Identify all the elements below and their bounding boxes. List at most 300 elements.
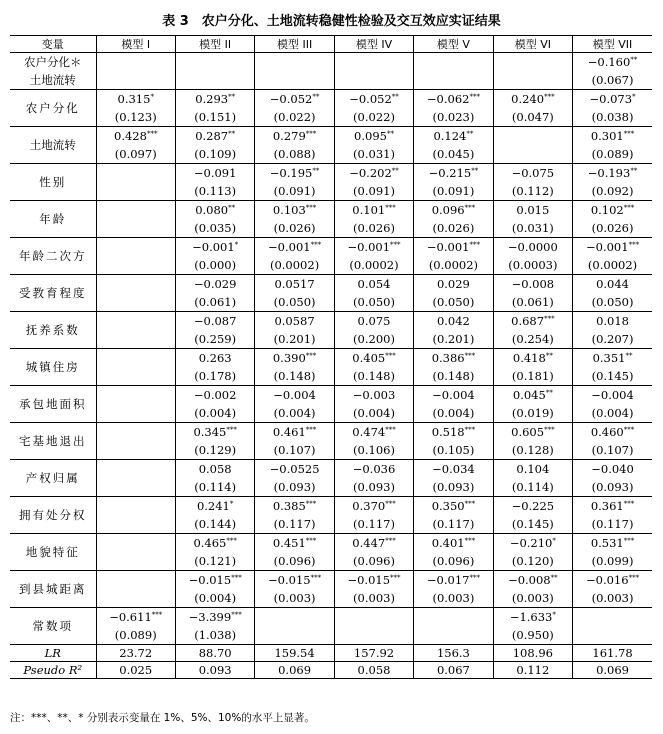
table-row: [10, 534, 652, 553]
std-error-cell: (0.038): [573, 108, 652, 127]
std-error-cell: (0.067): [573, 71, 652, 90]
coefficient-cell: 0.461***: [255, 423, 334, 442]
coefficient-cell: 0.351**: [573, 349, 652, 368]
table-row: [10, 127, 652, 146]
std-error-cell: (0.117): [414, 515, 493, 534]
std-error-cell: (0.026): [573, 219, 652, 238]
coefficient-cell: −0.225: [493, 497, 572, 516]
stat-cell: 159.54: [255, 645, 334, 662]
std-error-cell: (0.201): [414, 330, 493, 349]
coefficient-cell: [96, 312, 175, 331]
std-error-cell: (0.000): [175, 256, 254, 275]
std-error-cell: (0.096): [334, 552, 413, 571]
stat-row: [10, 662, 652, 679]
std-error-cell: [96, 71, 175, 90]
coefficient-cell: −0.002: [175, 386, 254, 405]
std-error-cell: [175, 71, 254, 90]
table-row-se: [10, 293, 652, 312]
std-error-cell: (0.178): [175, 367, 254, 386]
coefficient-cell: −0.001*: [175, 238, 254, 257]
std-error-cell: (0.128): [493, 441, 572, 460]
std-error-cell: (0.093): [573, 478, 652, 497]
std-error-cell: (0.004): [175, 589, 254, 608]
std-error-cell: [414, 71, 493, 90]
table-body: [10, 53, 652, 679]
std-error-cell: [493, 71, 572, 90]
std-error-cell: (0.097): [96, 145, 175, 164]
std-error-cell: (0.114): [175, 478, 254, 497]
coefficient-cell: 0.605***: [493, 423, 572, 442]
header-model-5: 模型 V: [414, 36, 493, 53]
coefficient-cell: [96, 386, 175, 405]
stat-cell: 108.96: [493, 645, 572, 662]
coefficient-cell: 0.279***: [255, 127, 334, 146]
table-row: [10, 201, 652, 220]
stat-cell: 0.025: [96, 662, 175, 679]
std-error-cell: (0.950): [493, 626, 572, 645]
std-error-cell: [96, 367, 175, 386]
coefficient-cell: −0.004: [255, 386, 334, 405]
std-error-cell: (0.148): [334, 367, 413, 386]
coefficient-cell: −0.611***: [96, 608, 175, 627]
std-error-cell: (0.148): [255, 367, 334, 386]
coefficient-cell: −0.036: [334, 460, 413, 479]
coefficient-cell: [96, 201, 175, 220]
std-error-cell: (0.089): [96, 626, 175, 645]
std-error-cell: [414, 626, 493, 645]
std-error-cell: (0.091): [255, 182, 334, 201]
coefficient-cell: −0.202**: [334, 164, 413, 183]
std-error-cell: (0.093): [414, 478, 493, 497]
header-model-7: 模型 VII: [573, 36, 652, 53]
coefficient-cell: −0.015***: [334, 571, 413, 590]
coefficient-cell: −0.062***: [414, 90, 493, 109]
table-row: [10, 349, 652, 368]
std-error-cell: [96, 478, 175, 497]
std-error-cell: (0.181): [493, 367, 572, 386]
coefficient-cell: −0.016***: [573, 571, 652, 590]
coefficient-cell: 0.531***: [573, 534, 652, 553]
stat-cell: 0.069: [255, 662, 334, 679]
coefficient-cell: 0.080**: [175, 201, 254, 220]
std-error-cell: (0.022): [255, 108, 334, 127]
coefficient-cell: 0.428***: [96, 127, 175, 146]
coefficient-cell: −1.633*: [493, 608, 572, 627]
coefficient-cell: −0.091: [175, 164, 254, 183]
coefficient-cell: 0.447***: [334, 534, 413, 553]
coefficient-cell: −0.215**: [414, 164, 493, 183]
table-row-se: [10, 515, 652, 534]
std-error-cell: (0.0002): [255, 256, 334, 275]
std-error-cell: (0.093): [255, 478, 334, 497]
coefficient-cell: [96, 534, 175, 553]
std-error-cell: (0.050): [255, 293, 334, 312]
std-error-cell: (0.035): [175, 219, 254, 238]
std-error-cell: [96, 515, 175, 534]
std-error-cell: (0.050): [334, 293, 413, 312]
coefficient-cell: [96, 571, 175, 590]
coefficient-cell: [96, 423, 175, 442]
coefficient-cell: 0.058: [175, 460, 254, 479]
table-row: [10, 275, 652, 294]
coefficient-cell: 0.385***: [255, 497, 334, 516]
coefficient-cell: −3.399***: [175, 608, 254, 627]
row-label: 农户分化: [10, 90, 96, 127]
table-row-se: [10, 182, 652, 201]
coefficient-cell: [96, 349, 175, 368]
std-error-cell: [255, 71, 334, 90]
coefficient-cell: 0.287**: [175, 127, 254, 146]
stat-cell: 161.78: [573, 645, 652, 662]
coefficient-cell: 0.045**: [493, 386, 572, 405]
coefficient-cell: [96, 164, 175, 183]
coefficient-cell: −0.0000: [493, 238, 572, 257]
stat-row: [10, 645, 652, 662]
row-label: 到县城距离: [10, 571, 96, 608]
std-error-cell: (0.045): [414, 145, 493, 164]
std-error-cell: (0.026): [334, 219, 413, 238]
header-model-1: 模型 I: [96, 36, 175, 53]
coefficient-cell: 0.345***: [175, 423, 254, 442]
coefficient-cell: 0.103***: [255, 201, 334, 220]
std-error-cell: (0.023): [414, 108, 493, 127]
table-row-se: [10, 589, 652, 608]
results-table: [10, 35, 652, 679]
std-error-cell: (0.019): [493, 404, 572, 423]
header-model-3: 模型 III: [255, 36, 334, 53]
row-label: 宅基地退出: [10, 423, 96, 460]
table-row-se: [10, 256, 652, 275]
std-error-cell: [255, 626, 334, 645]
std-error-cell: (0.0002): [573, 256, 652, 275]
coefficient-cell: [96, 238, 175, 257]
std-error-cell: (0.031): [334, 145, 413, 164]
std-error-cell: (0.117): [334, 515, 413, 534]
row-label: 常数项: [10, 608, 96, 645]
stat-cell: 0.069: [573, 662, 652, 679]
std-error-cell: (0.144): [175, 515, 254, 534]
stat-cell: 0.112: [493, 662, 572, 679]
std-error-cell: [96, 589, 175, 608]
coefficient-cell: 0.293**: [175, 90, 254, 109]
std-error-cell: (0.107): [573, 441, 652, 460]
coefficient-cell: −0.040: [573, 460, 652, 479]
coefficient-cell: [175, 53, 254, 72]
coefficient-cell: [96, 497, 175, 516]
table-row-se: [10, 108, 652, 127]
std-error-cell: (0.091): [414, 182, 493, 201]
std-error-cell: [96, 182, 175, 201]
std-error-cell: (0.099): [573, 552, 652, 571]
coefficient-cell: 0.102***: [573, 201, 652, 220]
coefficient-cell: 0.0587: [255, 312, 334, 331]
row-label: 性别: [10, 164, 96, 201]
table-row: [10, 312, 652, 331]
std-error-cell: (0.026): [414, 219, 493, 238]
coefficient-cell: −0.001***: [255, 238, 334, 257]
row-label: 年龄二次方: [10, 238, 96, 275]
std-error-cell: [493, 145, 572, 164]
table-row: [10, 460, 652, 479]
std-error-cell: (0.004): [334, 404, 413, 423]
std-error-cell: (0.259): [175, 330, 254, 349]
table-header-row: [10, 36, 652, 53]
std-error-cell: (0.004): [573, 404, 652, 423]
header-model-2: 模型 II: [175, 36, 254, 53]
table-row: [10, 497, 652, 516]
std-error-cell: [96, 404, 175, 423]
std-error-cell: (0.201): [255, 330, 334, 349]
table-row: [10, 386, 652, 405]
table-row: [10, 238, 652, 257]
coefficient-cell: [414, 53, 493, 72]
coefficient-cell: 0.315*: [96, 90, 175, 109]
std-error-cell: (0.022): [334, 108, 413, 127]
coefficient-cell: [255, 608, 334, 627]
header-variable: 变量: [10, 36, 96, 53]
coefficient-cell: 0.518***: [414, 423, 493, 442]
std-error-cell: (0.148): [414, 367, 493, 386]
std-error-cell: (0.112): [493, 182, 572, 201]
std-error-cell: (0.050): [414, 293, 493, 312]
coefficient-cell: 0.418**: [493, 349, 572, 368]
coefficient-cell: −0.075: [493, 164, 572, 183]
std-error-cell: (0.026): [255, 219, 334, 238]
table-row-se: [10, 71, 652, 90]
std-error-cell: (0.0002): [334, 256, 413, 275]
coefficient-cell: 0.044: [573, 275, 652, 294]
coefficient-cell: 0.054: [334, 275, 413, 294]
coefficient-cell: 0.095**: [334, 127, 413, 146]
std-error-cell: (0.061): [493, 293, 572, 312]
std-error-cell: (0.003): [573, 589, 652, 608]
table-row-se: [10, 367, 652, 386]
coefficient-cell: 0.240***: [493, 90, 572, 109]
std-error-cell: (0.003): [493, 589, 572, 608]
std-error-cell: (0.031): [493, 219, 572, 238]
std-error-cell: (0.096): [255, 552, 334, 571]
table-title: 表 3 农户分化、土地流转稳健性检验及交互效应实证结果: [162, 14, 501, 29]
coefficient-cell: 0.124**: [414, 127, 493, 146]
coefficient-cell: −0.193**: [573, 164, 652, 183]
coefficient-cell: 0.029: [414, 275, 493, 294]
coefficient-cell: −0.001***: [573, 238, 652, 257]
row-label: 承包地面积: [10, 386, 96, 423]
std-error-cell: (0.003): [255, 589, 334, 608]
coefficient-cell: [493, 127, 572, 146]
coefficient-cell: −0.029: [175, 275, 254, 294]
coefficient-cell: −0.0525: [255, 460, 334, 479]
coefficient-cell: −0.073*: [573, 90, 652, 109]
coefficient-cell: 0.390***: [255, 349, 334, 368]
std-error-cell: (0.0003): [493, 256, 572, 275]
coefficient-cell: 0.386***: [414, 349, 493, 368]
coefficient-cell: 0.075: [334, 312, 413, 331]
stat-cell: 156.3: [414, 645, 493, 662]
std-error-cell: (0.109): [175, 145, 254, 164]
std-error-cell: (0.105): [414, 441, 493, 460]
coefficient-cell: −0.034: [414, 460, 493, 479]
coefficient-cell: [334, 53, 413, 72]
coefficient-cell: 0.687***: [493, 312, 572, 331]
coefficient-cell: 0.474***: [334, 423, 413, 442]
coefficient-cell: [334, 608, 413, 627]
coefficient-cell: −0.001***: [334, 238, 413, 257]
stat-cell: 0.058: [334, 662, 413, 679]
row-label: 农户分化＊: [24, 55, 82, 69]
stat-cell: 88.70: [175, 645, 254, 662]
std-error-cell: (0.091): [334, 182, 413, 201]
std-error-cell: (0.061): [175, 293, 254, 312]
coefficient-cell: 0.263: [175, 349, 254, 368]
std-error-cell: (0.151): [175, 108, 254, 127]
coefficient-cell: 0.301***: [573, 127, 652, 146]
std-error-cell: (0.003): [414, 589, 493, 608]
row-label: 抚养系数: [10, 312, 96, 349]
stat-cell: 0.093: [175, 662, 254, 679]
std-error-cell: (0.121): [175, 552, 254, 571]
coefficient-cell: 0.0517: [255, 275, 334, 294]
std-error-cell: (0.200): [334, 330, 413, 349]
header-model-4: 模型 IV: [334, 36, 413, 53]
table-row-se: [10, 219, 652, 238]
std-error-cell: (0.123): [96, 108, 175, 127]
table-row-se: [10, 330, 652, 349]
std-error-cell: (0.004): [414, 404, 493, 423]
std-error-cell: (0.114): [493, 478, 572, 497]
row-label: 城镇住房: [10, 349, 96, 386]
row-label: 拥有处分权: [10, 497, 96, 534]
row-label: 土地流转: [10, 127, 96, 164]
std-error-cell: (0.254): [493, 330, 572, 349]
std-error-cell: [334, 71, 413, 90]
table-row-se: [10, 478, 652, 497]
std-error-cell: [96, 330, 175, 349]
coefficient-cell: 0.401***: [414, 534, 493, 553]
coefficient-cell: 0.460***: [573, 423, 652, 442]
std-error-cell: (0.088): [255, 145, 334, 164]
std-error-cell: (0.113): [175, 182, 254, 201]
coefficient-cell: 0.241*: [175, 497, 254, 516]
coefficient-cell: −0.052**: [334, 90, 413, 109]
std-error-cell: [96, 293, 175, 312]
std-error-cell: (1.038): [175, 626, 254, 645]
coefficient-cell: −0.004: [573, 386, 652, 405]
std-error-cell: (0.106): [334, 441, 413, 460]
coefficient-cell: 0.465***: [175, 534, 254, 553]
coefficient-cell: [96, 275, 175, 294]
coefficient-cell: −0.015***: [255, 571, 334, 590]
std-error-cell: [573, 626, 652, 645]
stat-label: Pseudo R²: [10, 662, 96, 679]
table-row: [10, 608, 652, 627]
coefficient-cell: −0.004: [414, 386, 493, 405]
coefficient-cell: −0.003: [334, 386, 413, 405]
coefficient-cell: [96, 460, 175, 479]
coefficient-cell: 0.096***: [414, 201, 493, 220]
std-error-cell: (0.145): [573, 367, 652, 386]
table-row-se: [10, 552, 652, 571]
coefficient-cell: 0.018: [573, 312, 652, 331]
coefficient-cell: 0.350***: [414, 497, 493, 516]
coefficient-cell: 0.370***: [334, 497, 413, 516]
std-error-cell: (0.004): [175, 404, 254, 423]
row-label: 受教育程度: [10, 275, 96, 312]
std-error-cell: (0.117): [255, 515, 334, 534]
row-label: 产权归属: [10, 460, 96, 497]
table-row: [10, 90, 652, 109]
table-row: [10, 571, 652, 590]
coefficient-cell: 0.361***: [573, 497, 652, 516]
row-label-continued: 土地流转: [10, 71, 96, 90]
std-error-cell: [96, 256, 175, 275]
coefficient-cell: [573, 608, 652, 627]
table-row: [10, 164, 652, 183]
coefficient-cell: −0.017***: [414, 571, 493, 590]
std-error-cell: (0.050): [573, 293, 652, 312]
std-error-cell: (0.089): [573, 145, 652, 164]
table-row-se: [10, 404, 652, 423]
coefficient-cell: −0.008**: [493, 571, 572, 590]
std-error-cell: (0.004): [255, 404, 334, 423]
coefficient-cell: −0.087: [175, 312, 254, 331]
std-error-cell: (0.145): [493, 515, 572, 534]
std-error-cell: (0.120): [493, 552, 572, 571]
std-error-cell: [96, 219, 175, 238]
std-error-cell: (0.129): [175, 441, 254, 460]
table-row: [10, 423, 652, 442]
coefficient-cell: −0.008: [493, 275, 572, 294]
table-note: 注：***、**、* 分别表示变量在 1%、5%、10%的水平上显著。: [10, 712, 315, 724]
coefficient-cell: 0.405***: [334, 349, 413, 368]
table-row-se: [10, 626, 652, 645]
coefficient-cell: −0.052**: [255, 90, 334, 109]
std-error-cell: (0.003): [334, 589, 413, 608]
row-label: 年龄: [10, 201, 96, 238]
std-error-cell: (0.093): [334, 478, 413, 497]
coefficient-cell: 0.104: [493, 460, 572, 479]
table-row: [10, 53, 652, 72]
std-error-cell: (0.047): [493, 108, 572, 127]
stat-cell: 0.067: [414, 662, 493, 679]
coefficient-cell: 0.042: [414, 312, 493, 331]
stat-cell: 157.92: [334, 645, 413, 662]
table-row-se: [10, 441, 652, 460]
std-error-cell: (0.092): [573, 182, 652, 201]
stat-label: LR: [10, 645, 96, 662]
table-row-se: [10, 145, 652, 164]
std-error-cell: [96, 552, 175, 571]
std-error-cell: (0.207): [573, 330, 652, 349]
header-model-6: 模型 VI: [493, 36, 572, 53]
std-error-cell: [96, 441, 175, 460]
std-error-cell: (0.117): [573, 515, 652, 534]
coefficient-cell: −0.210*: [493, 534, 572, 553]
coefficient-cell: 0.015: [493, 201, 572, 220]
coefficient-cell: [96, 53, 175, 72]
coefficient-cell: −0.001***: [414, 238, 493, 257]
coefficient-cell: 0.451***: [255, 534, 334, 553]
std-error-cell: (0.096): [414, 552, 493, 571]
coefficient-cell: [255, 53, 334, 72]
stat-cell: 23.72: [96, 645, 175, 662]
coefficient-cell: 0.101***: [334, 201, 413, 220]
coefficient-cell: −0.195**: [255, 164, 334, 183]
coefficient-cell: −0.160**: [573, 53, 652, 72]
coefficient-cell: −0.015***: [175, 571, 254, 590]
std-error-cell: (0.107): [255, 441, 334, 460]
std-error-cell: (0.0002): [414, 256, 493, 275]
